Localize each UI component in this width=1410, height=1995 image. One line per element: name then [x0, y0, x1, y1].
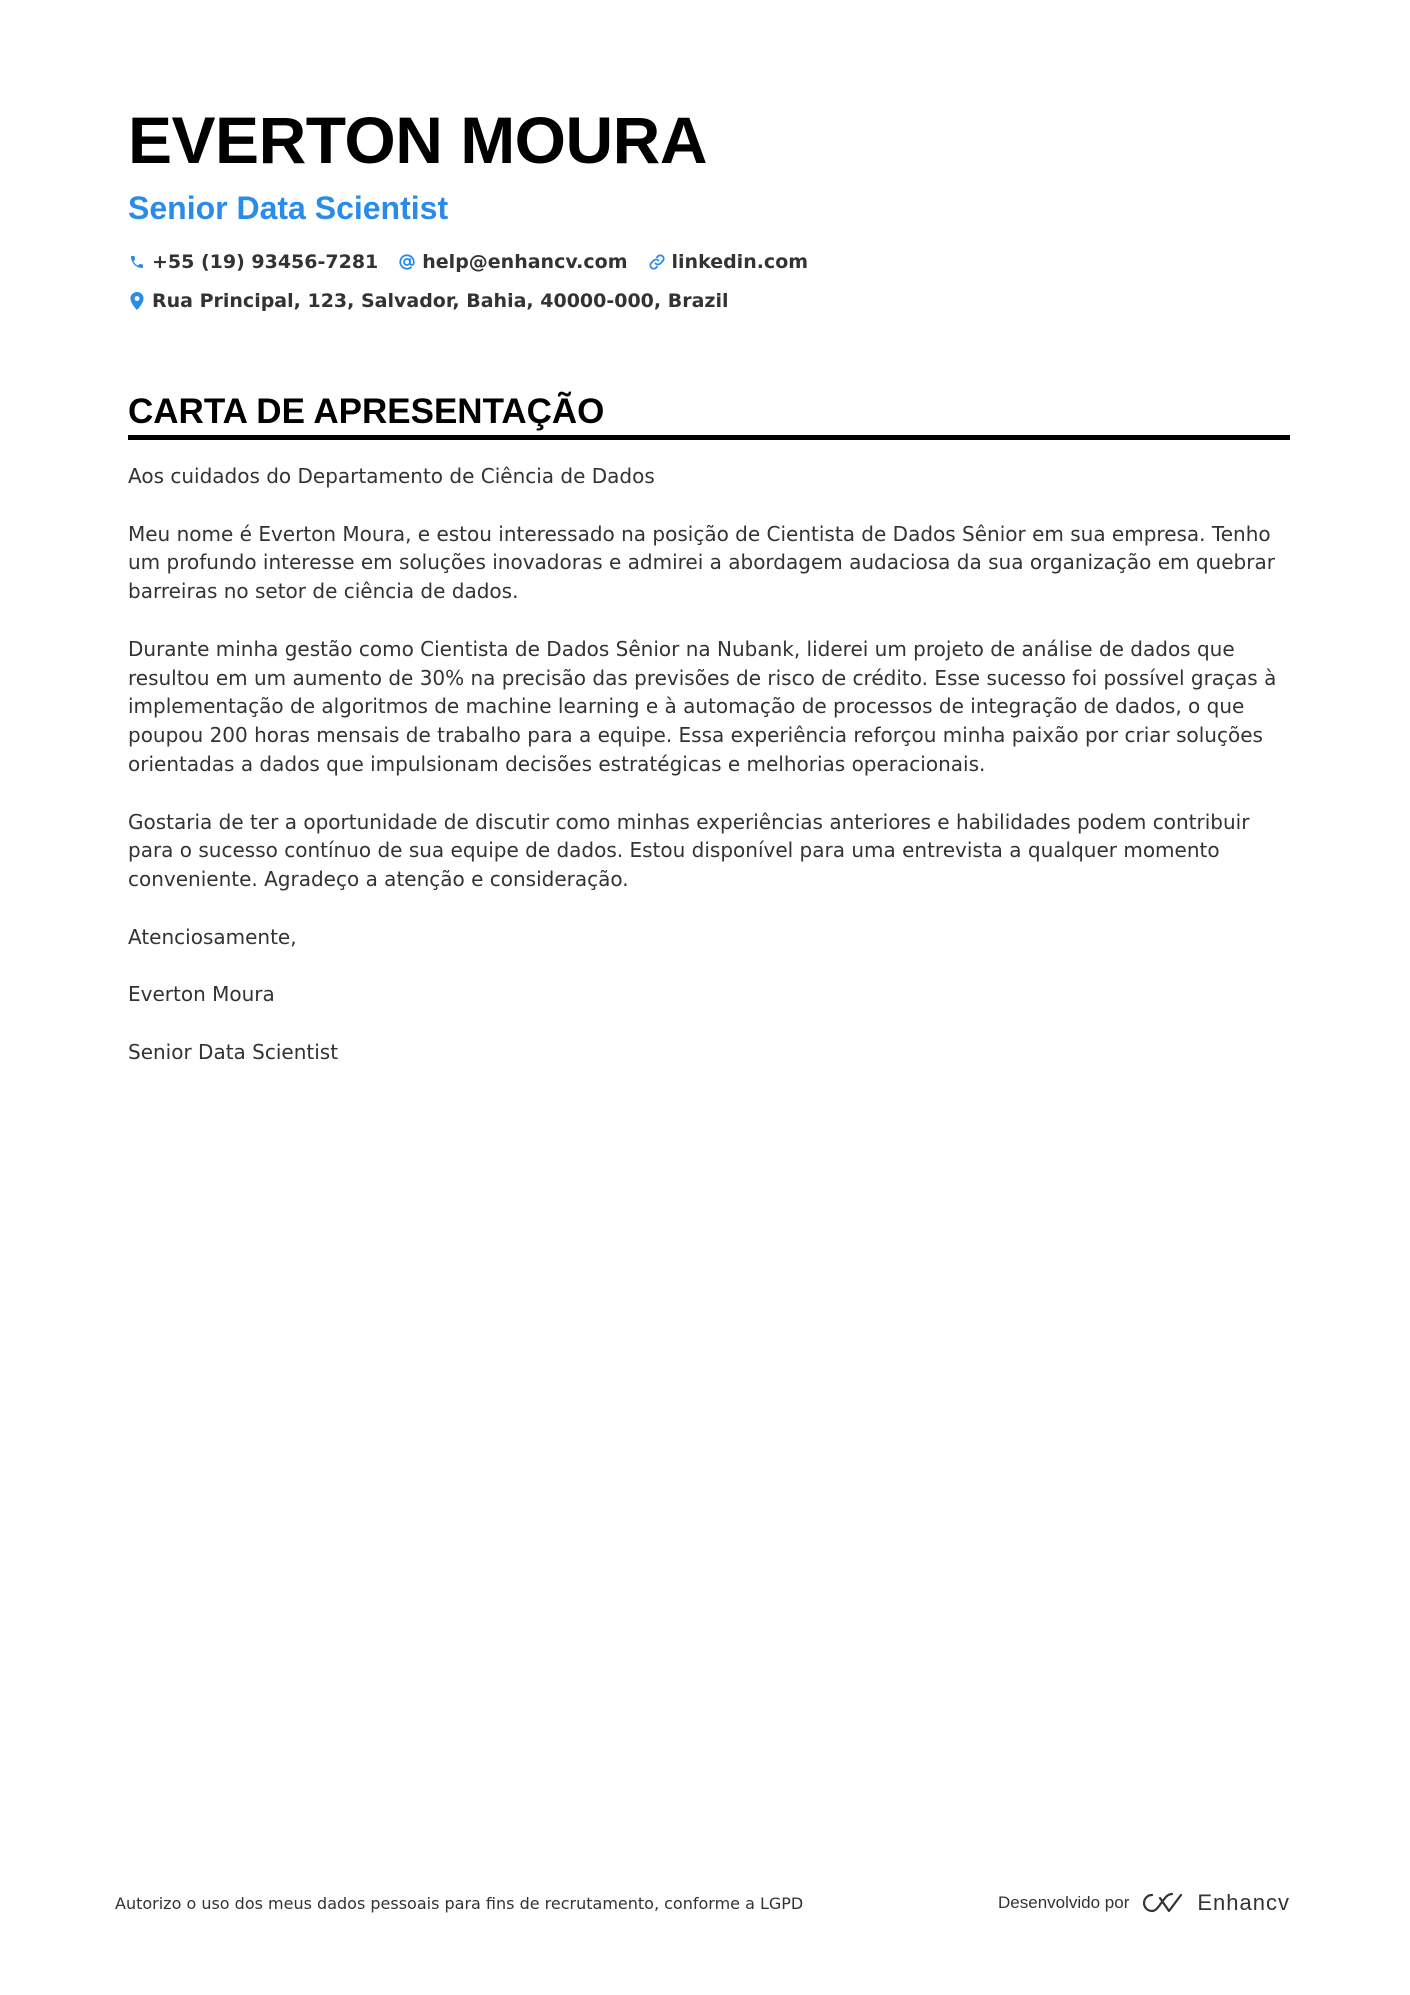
- applicant-title: Senior Data Scientist: [128, 190, 449, 226]
- lgpd-consent: Autorizo o uso dos meus dados pessoais para fins de recrutamento, conforme a LGPD: [115, 1893, 804, 1913]
- phone-contact: [128, 251, 378, 273]
- email-text: help@enhancv.com: [422, 251, 628, 273]
- at-icon: [398, 253, 416, 271]
- section-title: CARTA DE APRESENTAÇÃO: [128, 391, 1290, 440]
- enhancv-brand: Enhancv: [1197, 1890, 1290, 1915]
- signature-name: Everton Moura: [128, 982, 275, 1007]
- phone-text: +55 (19) 93456-7281: [152, 251, 379, 273]
- page-footer: [115, 1890, 1290, 1916]
- letter-paragraph-1: Meu nome é Everton Moura, e estou interessado na posição de Cientista de Dados Sênior em sua empresa. Tenho um profundo interesse em soluções inovadoras e admirei a abordagem audaciosa da sua organização em quebrar barreiras no setor de ciência de dados.: [128, 521, 1275, 604]
- letter-greeting: Aos cuidados do Departamento de Ciência de Dados: [128, 464, 655, 488]
- contact-row-2: [128, 289, 1290, 313]
- letter-body: [128, 462, 1290, 1067]
- location-pin-icon: [128, 292, 146, 310]
- cover-letter-page: [128, 100, 1290, 1096]
- powered-by[interactable]: [998, 1890, 1290, 1916]
- enhancv-logo-icon: [1139, 1891, 1185, 1915]
- linkedin-contact[interactable]: [648, 251, 809, 273]
- letter-paragraph-2: Durante minha gestão como Cientista de Dados Sênior na Nubank, liderei um projeto de análise de dados que resultou em um aumento de 30% na precisão das previsões de risco de crédito. Esse sucesso foi possível graças à implementação de algoritmos de machine learning e à automação de processos de integração de dados, o que poupou 200 horas mensais de trabalho para a equipe. Essa experiência reforçou minha paixão por criar soluções orientadas a dados que impulsionam decisões estratégicas e melhorias operacionais.: [128, 636, 1277, 776]
- address-text: Rua Principal, 123, Salvador, Bahia, 40000-000, Brazil: [152, 290, 729, 312]
- signature-title: Senior Data Scientist: [128, 1039, 339, 1064]
- contact-row-1: [128, 250, 1290, 274]
- phone-icon: [128, 253, 146, 271]
- email-contact[interactable]: [398, 251, 627, 273]
- applicant-name: EVERTON MOURA: [128, 103, 707, 177]
- linkedin-text: linkedin.com: [671, 251, 809, 273]
- powered-by-label: Desenvolvido por: [998, 1893, 1130, 1912]
- letter-paragraph-3: Gostaria de ter a oportunidade de discutir como minhas experiências anteriores e habilidades podem contribuir para o sucesso contínuo de sua equipe de dados. Estou disponível para uma entrevista a qualquer momento conveniente. Agradeço a atenção e consideração.: [128, 809, 1250, 892]
- contact-info: [128, 250, 1290, 313]
- address-contact: [128, 290, 729, 312]
- letter-closing: Atenciosamente,: [128, 924, 297, 949]
- link-icon: [648, 253, 666, 271]
